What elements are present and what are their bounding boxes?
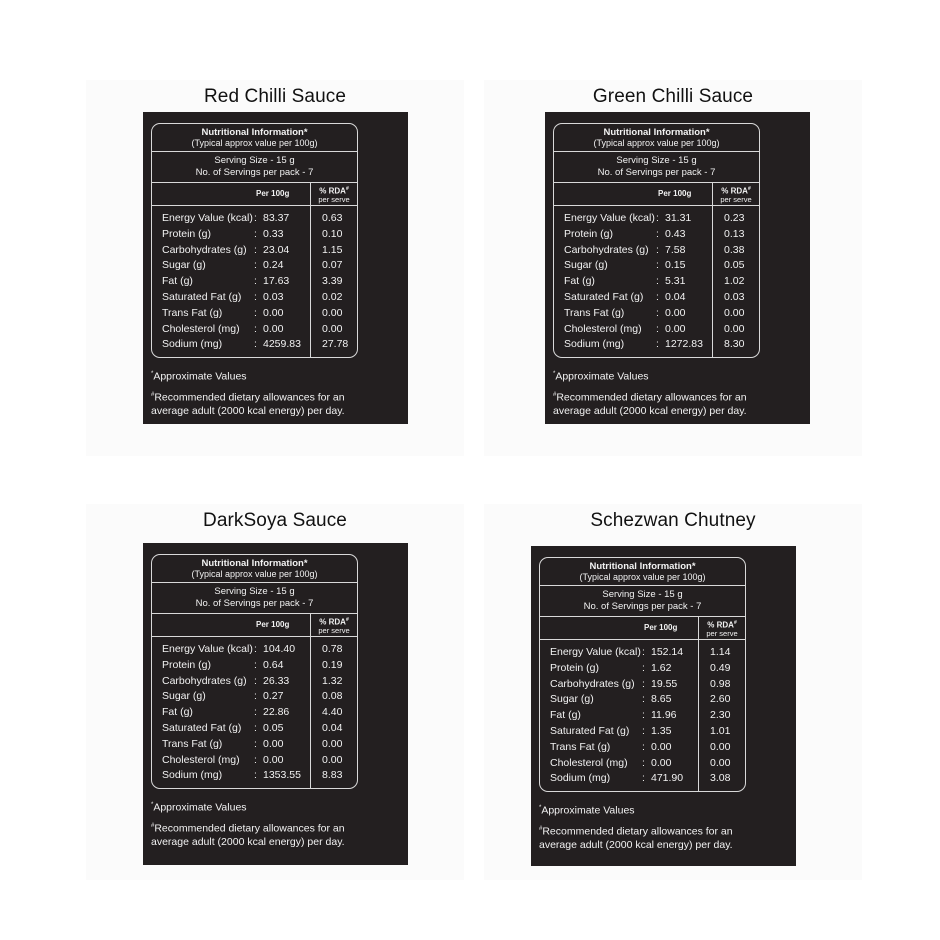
per-100g-value: 0.24 bbox=[263, 259, 284, 272]
nutrient-row bbox=[162, 274, 310, 290]
nutrient-name: Trans Fat (g) bbox=[550, 740, 611, 753]
serving-size: Serving Size - 15 g bbox=[616, 155, 697, 166]
table-header bbox=[152, 124, 357, 152]
nutrient-row bbox=[564, 258, 712, 274]
rda-row bbox=[311, 322, 357, 338]
colon-separator: : bbox=[656, 212, 659, 224]
rda-row bbox=[713, 322, 759, 338]
per-100g-value: 0.43 bbox=[665, 227, 686, 240]
rda-value: 0.00 bbox=[322, 737, 343, 750]
servings-per-pack: No. of Servings per pack - 7 bbox=[195, 598, 314, 609]
per-100g-value: 11.96 bbox=[651, 709, 677, 722]
nutrient-name: Energy Value (kcal) bbox=[564, 212, 655, 224]
nutrition-heading: Nutritional Information* bbox=[201, 558, 308, 569]
rda-row bbox=[713, 337, 759, 353]
colon-separator: : bbox=[642, 756, 645, 769]
rda-header: % RDA# bbox=[721, 186, 751, 196]
per-100g-header: Per 100g bbox=[256, 189, 290, 198]
nutrient-name: Carbohydrates (g) bbox=[162, 243, 247, 256]
nutrient-row bbox=[162, 705, 310, 721]
colon-separator: : bbox=[656, 259, 659, 272]
nutrition-label-card bbox=[545, 112, 810, 424]
nutrient-name: Sugar (g) bbox=[162, 259, 206, 272]
rda-value: 0.63 bbox=[322, 212, 343, 224]
rda-value: 0.00 bbox=[322, 306, 343, 319]
nutrition-table bbox=[151, 123, 358, 358]
rda-row bbox=[311, 274, 357, 290]
nutrient-name: Sodium (mg) bbox=[162, 769, 223, 782]
per-100g-header: Per 100g bbox=[644, 623, 678, 632]
rda-value: 0.03 bbox=[724, 290, 745, 303]
nutrition-label-card bbox=[143, 543, 408, 865]
rda-value: 0.23 bbox=[724, 212, 745, 224]
nutrient-name: Fat (g) bbox=[162, 275, 193, 288]
rda-header: % RDA# bbox=[319, 186, 349, 196]
nutrient-row bbox=[550, 771, 698, 787]
product-title: Red Chilli Sauce bbox=[203, 86, 347, 107]
rda-value: 0.08 bbox=[322, 690, 343, 703]
colon-separator: : bbox=[254, 674, 257, 687]
nutrient-name: Fat (g) bbox=[550, 709, 581, 722]
rda-footnote: #Recommended dietary allowances for an average adult (2000 kcal energy) per day. bbox=[151, 391, 345, 417]
nutrient-row bbox=[162, 322, 310, 338]
nutrient-row bbox=[162, 674, 310, 690]
nutrient-row bbox=[162, 737, 310, 753]
rda-value: 8.83 bbox=[322, 769, 343, 782]
rda-row bbox=[699, 724, 745, 740]
product-title: Green Chilli Sauce bbox=[592, 86, 754, 107]
per-100g-value: 0.00 bbox=[665, 322, 686, 335]
rda-value: 0.00 bbox=[322, 753, 343, 766]
per-100g-value: 22.86 bbox=[263, 706, 290, 719]
nutrient-rows bbox=[152, 206, 357, 357]
rda-row bbox=[311, 227, 357, 243]
rda-value: 0.10 bbox=[322, 227, 343, 240]
nutrient-row bbox=[564, 211, 712, 227]
nutrient-name: Saturated Fat (g) bbox=[564, 290, 644, 303]
per-100g-value: 0.15 bbox=[665, 259, 686, 272]
per-100g-value: 8.65 bbox=[651, 693, 672, 706]
nutrition-heading: Nutritional Information* bbox=[603, 127, 710, 138]
nutrient-row bbox=[162, 258, 310, 274]
per-100g-value: 23.04 bbox=[263, 243, 290, 256]
nutrient-name: Cholesterol (mg) bbox=[564, 322, 642, 335]
nutrition-subheading: (Typical approx value per 100g) bbox=[191, 569, 318, 579]
serving-size: Serving Size - 15 g bbox=[602, 589, 683, 600]
colon-separator: : bbox=[254, 769, 257, 782]
rda-value: 0.07 bbox=[322, 259, 343, 272]
nutrient-row bbox=[162, 306, 310, 322]
per-100g-value: 0.00 bbox=[651, 756, 672, 769]
rda-row bbox=[311, 753, 357, 769]
per-100g-header: Per 100g bbox=[658, 189, 692, 198]
colon-separator: : bbox=[642, 772, 645, 785]
product-title: DarkSoya Sauce bbox=[203, 510, 347, 531]
nutrient-row bbox=[162, 658, 310, 674]
nutrient-name: Sodium (mg) bbox=[564, 338, 625, 351]
rda-value: 0.49 bbox=[710, 661, 731, 674]
colon-separator: : bbox=[254, 338, 257, 351]
per-100g-value: 0.03 bbox=[263, 290, 284, 303]
colon-separator: : bbox=[254, 643, 257, 655]
rda-value: 1.14 bbox=[710, 646, 731, 658]
rda-row bbox=[713, 227, 759, 243]
colon-separator: : bbox=[254, 243, 257, 256]
nutrient-row bbox=[162, 243, 310, 259]
rda-value: 1.02 bbox=[724, 275, 745, 288]
colon-separator: : bbox=[656, 338, 659, 351]
per-100g-value: 0.00 bbox=[263, 737, 284, 750]
rda-row bbox=[311, 337, 357, 353]
colon-separator: : bbox=[642, 677, 645, 690]
column-headers bbox=[554, 183, 759, 206]
nutrient-rows bbox=[152, 637, 357, 788]
rda-row bbox=[311, 258, 357, 274]
per-100g-value: 0.00 bbox=[263, 322, 284, 335]
table-header bbox=[540, 558, 745, 586]
nutrition-label-card bbox=[531, 546, 796, 866]
rda-footnote: #Recommended dietary allowances for an average adult (2000 kcal energy) per day. bbox=[151, 822, 345, 848]
serving-info bbox=[152, 152, 357, 183]
nutrient-row bbox=[564, 306, 712, 322]
rda-row bbox=[699, 771, 745, 787]
nutrient-name: Sugar (g) bbox=[550, 693, 594, 706]
rda-value: 0.00 bbox=[710, 756, 731, 769]
approx-values-note: *Approximate Values bbox=[539, 804, 635, 817]
nutrient-name: Protein (g) bbox=[550, 661, 600, 674]
nutrient-row bbox=[564, 322, 712, 338]
rda-value: 2.30 bbox=[710, 709, 731, 722]
colon-separator: : bbox=[254, 753, 257, 766]
rda-value: 3.39 bbox=[322, 275, 343, 288]
servings-per-pack: No. of Servings per pack - 7 bbox=[195, 167, 314, 178]
approx-values-note: *Approximate Values bbox=[151, 801, 247, 814]
rda-value: 0.13 bbox=[724, 227, 745, 240]
column-headers bbox=[152, 183, 357, 206]
nutrient-row bbox=[550, 645, 698, 661]
servings-per-pack: No. of Servings per pack - 7 bbox=[583, 601, 702, 612]
nutrient-row bbox=[162, 642, 310, 658]
serving-info bbox=[554, 152, 759, 183]
nutrition-subheading: (Typical approx value per 100g) bbox=[579, 572, 706, 582]
colon-separator: : bbox=[656, 227, 659, 240]
nutrition-subheading: (Typical approx value per 100g) bbox=[593, 138, 720, 148]
nutrient-name: Energy Value (kcal) bbox=[550, 646, 641, 658]
nutrition-table bbox=[151, 554, 358, 789]
rda-row bbox=[311, 658, 357, 674]
rda-row bbox=[713, 274, 759, 290]
rda-value: 0.78 bbox=[322, 643, 343, 655]
colon-separator: : bbox=[642, 646, 645, 658]
nutrient-row bbox=[550, 756, 698, 772]
product-title: Schezwan Chutney bbox=[590, 510, 756, 531]
colon-separator: : bbox=[254, 322, 257, 335]
nutrient-name: Saturated Fat (g) bbox=[162, 721, 242, 734]
nutrition-table bbox=[539, 557, 746, 792]
nutrition-label-card bbox=[143, 112, 408, 424]
rda-value: 0.38 bbox=[724, 243, 745, 256]
per-serve-header: per serve bbox=[318, 626, 350, 636]
approx-values-note: *Approximate Values bbox=[553, 370, 649, 383]
nutrient-name: Carbohydrates (g) bbox=[550, 677, 635, 690]
nutrient-name: Sugar (g) bbox=[564, 259, 608, 272]
per-serve-header: per serve bbox=[706, 629, 738, 639]
nutrient-name: Protein (g) bbox=[162, 658, 212, 671]
nutrient-name: Sodium (mg) bbox=[162, 338, 223, 351]
nutrient-row bbox=[550, 677, 698, 693]
rda-value: 0.00 bbox=[710, 740, 731, 753]
nutrient-row bbox=[550, 661, 698, 677]
colon-separator: : bbox=[254, 259, 257, 272]
colon-separator: : bbox=[642, 661, 645, 674]
nutrient-name: Saturated Fat (g) bbox=[550, 724, 630, 737]
per-100g-value: 4259.83 bbox=[263, 338, 301, 351]
per-100g-value: 0.64 bbox=[263, 658, 284, 671]
rda-value: 1.32 bbox=[322, 674, 343, 687]
colon-separator: : bbox=[642, 709, 645, 722]
nutrient-row bbox=[550, 724, 698, 740]
nutrient-name: Fat (g) bbox=[564, 275, 595, 288]
colon-separator: : bbox=[254, 290, 257, 303]
rda-value: 3.08 bbox=[710, 772, 731, 785]
per-100g-value: 0.33 bbox=[263, 227, 284, 240]
colon-separator: : bbox=[254, 690, 257, 703]
per-100g-value: 0.00 bbox=[263, 753, 284, 766]
per-100g-value: 0.00 bbox=[665, 306, 686, 319]
rda-value: 0.00 bbox=[724, 306, 745, 319]
colon-separator: : bbox=[656, 322, 659, 335]
per-100g-value: 7.58 bbox=[665, 243, 686, 256]
colon-separator: : bbox=[642, 724, 645, 737]
per-100g-value: 5.31 bbox=[665, 275, 686, 288]
rda-row bbox=[713, 306, 759, 322]
rda-value: 2.60 bbox=[710, 693, 731, 706]
per-100g-value: 0.05 bbox=[263, 721, 284, 734]
rda-row bbox=[699, 677, 745, 693]
nutrient-row bbox=[564, 243, 712, 259]
colon-separator: : bbox=[254, 737, 257, 750]
rda-row bbox=[699, 645, 745, 661]
rda-row bbox=[311, 737, 357, 753]
nutrient-name: Energy Value (kcal) bbox=[162, 643, 253, 655]
nutrient-name: Energy Value (kcal) bbox=[162, 212, 253, 224]
rda-row bbox=[311, 705, 357, 721]
rda-row bbox=[699, 692, 745, 708]
serving-size: Serving Size - 15 g bbox=[214, 586, 295, 597]
nutrient-row bbox=[162, 211, 310, 227]
nutrient-rows bbox=[540, 640, 745, 791]
rda-footnote: #Recommended dietary allowances for an average adult (2000 kcal energy) per day. bbox=[539, 825, 733, 851]
nutrient-row bbox=[162, 227, 310, 243]
rda-row bbox=[713, 258, 759, 274]
nutrition-table bbox=[553, 123, 760, 358]
serving-info bbox=[152, 583, 357, 614]
per-serve-header: per serve bbox=[318, 195, 350, 205]
approx-values-note: *Approximate Values bbox=[151, 370, 247, 383]
per-100g-value: 19.55 bbox=[651, 677, 678, 690]
nutrient-row bbox=[564, 337, 712, 353]
rda-value: 1.01 bbox=[710, 724, 731, 737]
rda-row bbox=[311, 768, 357, 784]
rda-row bbox=[311, 211, 357, 227]
colon-separator: : bbox=[642, 740, 645, 753]
rda-row bbox=[713, 243, 759, 259]
nutrient-name: Sugar (g) bbox=[162, 690, 206, 703]
rda-value: 0.05 bbox=[724, 259, 745, 272]
column-headers bbox=[540, 617, 745, 640]
per-100g-value: 17.63 bbox=[263, 275, 290, 288]
rda-row bbox=[699, 740, 745, 756]
servings-per-pack: No. of Servings per pack - 7 bbox=[597, 167, 716, 178]
per-100g-value: 152.14 bbox=[651, 646, 684, 658]
nutrient-name: Protein (g) bbox=[162, 227, 212, 240]
rda-value: 0.00 bbox=[724, 322, 745, 335]
nutrient-row bbox=[550, 708, 698, 724]
nutrient-row bbox=[162, 768, 310, 784]
table-header bbox=[152, 555, 357, 583]
column-headers bbox=[152, 614, 357, 637]
nutrient-name: Trans Fat (g) bbox=[162, 737, 223, 750]
per-100g-value: 0.04 bbox=[665, 290, 686, 303]
nutrition-heading: Nutritional Information* bbox=[589, 561, 696, 572]
nutrient-name: Saturated Fat (g) bbox=[162, 290, 242, 303]
rda-row bbox=[311, 674, 357, 690]
nutrient-row bbox=[564, 227, 712, 243]
colon-separator: : bbox=[254, 212, 257, 224]
nutrient-row bbox=[162, 337, 310, 353]
nutrient-row bbox=[564, 274, 712, 290]
per-100g-value: 1272.83 bbox=[665, 338, 703, 351]
nutrient-row bbox=[162, 290, 310, 306]
per-100g-value: 0.00 bbox=[263, 306, 284, 319]
rda-header: % RDA# bbox=[319, 617, 349, 627]
nutrient-row bbox=[564, 290, 712, 306]
per-100g-value: 0.27 bbox=[263, 690, 284, 703]
per-100g-value: 31.31 bbox=[665, 212, 692, 224]
rda-row bbox=[311, 689, 357, 705]
colon-separator: : bbox=[254, 706, 257, 719]
nutrient-name: Carbohydrates (g) bbox=[564, 243, 649, 256]
rda-value: 1.15 bbox=[322, 243, 343, 256]
per-100g-value: 0.00 bbox=[651, 740, 672, 753]
nutrient-name: Cholesterol (mg) bbox=[550, 756, 628, 769]
colon-separator: : bbox=[254, 306, 257, 319]
rda-value: 27.78 bbox=[322, 338, 349, 351]
nutrition-heading: Nutritional Information* bbox=[201, 127, 308, 138]
nutrient-row bbox=[162, 689, 310, 705]
colon-separator: : bbox=[656, 275, 659, 288]
colon-separator: : bbox=[642, 693, 645, 706]
rda-row bbox=[699, 756, 745, 772]
rda-row bbox=[713, 290, 759, 306]
rda-row bbox=[311, 243, 357, 259]
rda-value: 0.98 bbox=[710, 677, 731, 690]
colon-separator: : bbox=[254, 721, 257, 734]
nutrient-name: Fat (g) bbox=[162, 706, 193, 719]
rda-header: % RDA# bbox=[707, 620, 737, 630]
nutrient-row bbox=[162, 721, 310, 737]
per-100g-value: 26.33 bbox=[263, 674, 290, 687]
colon-separator: : bbox=[254, 658, 257, 671]
per-100g-header: Per 100g bbox=[256, 620, 290, 629]
rda-value: 8.30 bbox=[724, 338, 745, 351]
nutrient-row bbox=[162, 753, 310, 769]
rda-value: 0.00 bbox=[322, 322, 343, 335]
per-100g-value: 1.35 bbox=[651, 724, 672, 737]
nutrient-name: Trans Fat (g) bbox=[162, 306, 223, 319]
rda-row bbox=[311, 642, 357, 658]
rda-row bbox=[713, 211, 759, 227]
nutrient-row bbox=[550, 740, 698, 756]
nutrient-name: Cholesterol (mg) bbox=[162, 322, 240, 335]
serving-info bbox=[540, 586, 745, 617]
nutrient-rows bbox=[554, 206, 759, 357]
colon-separator: : bbox=[254, 227, 257, 240]
nutrient-name: Cholesterol (mg) bbox=[162, 753, 240, 766]
rda-value: 0.02 bbox=[322, 290, 343, 303]
rda-row bbox=[699, 708, 745, 724]
table-header bbox=[554, 124, 759, 152]
rda-value: 0.04 bbox=[322, 721, 343, 734]
colon-separator: : bbox=[656, 290, 659, 303]
nutrient-name: Carbohydrates (g) bbox=[162, 674, 247, 687]
colon-separator: : bbox=[254, 275, 257, 288]
colon-separator: : bbox=[656, 243, 659, 256]
nutrient-name: Trans Fat (g) bbox=[564, 306, 625, 319]
per-100g-value: 83.37 bbox=[263, 212, 290, 224]
nutrient-name: Sodium (mg) bbox=[550, 772, 611, 785]
per-100g-value: 1.62 bbox=[651, 661, 672, 674]
nutrition-subheading: (Typical approx value per 100g) bbox=[191, 138, 318, 148]
per-serve-header: per serve bbox=[720, 195, 752, 205]
serving-size: Serving Size - 15 g bbox=[214, 155, 295, 166]
per-100g-value: 1353.55 bbox=[263, 769, 301, 782]
per-100g-value: 104.40 bbox=[263, 643, 296, 655]
rda-footnote: #Recommended dietary allowances for an average adult (2000 kcal energy) per day. bbox=[553, 391, 747, 417]
colon-separator: : bbox=[656, 306, 659, 319]
rda-row bbox=[311, 306, 357, 322]
rda-row bbox=[311, 290, 357, 306]
rda-row bbox=[699, 661, 745, 677]
rda-row bbox=[311, 721, 357, 737]
nutrient-name: Protein (g) bbox=[564, 227, 614, 240]
nutrient-row bbox=[550, 692, 698, 708]
rda-value: 0.19 bbox=[322, 658, 343, 671]
per-100g-value: 471.90 bbox=[651, 772, 684, 785]
rda-value: 4.40 bbox=[322, 706, 343, 719]
